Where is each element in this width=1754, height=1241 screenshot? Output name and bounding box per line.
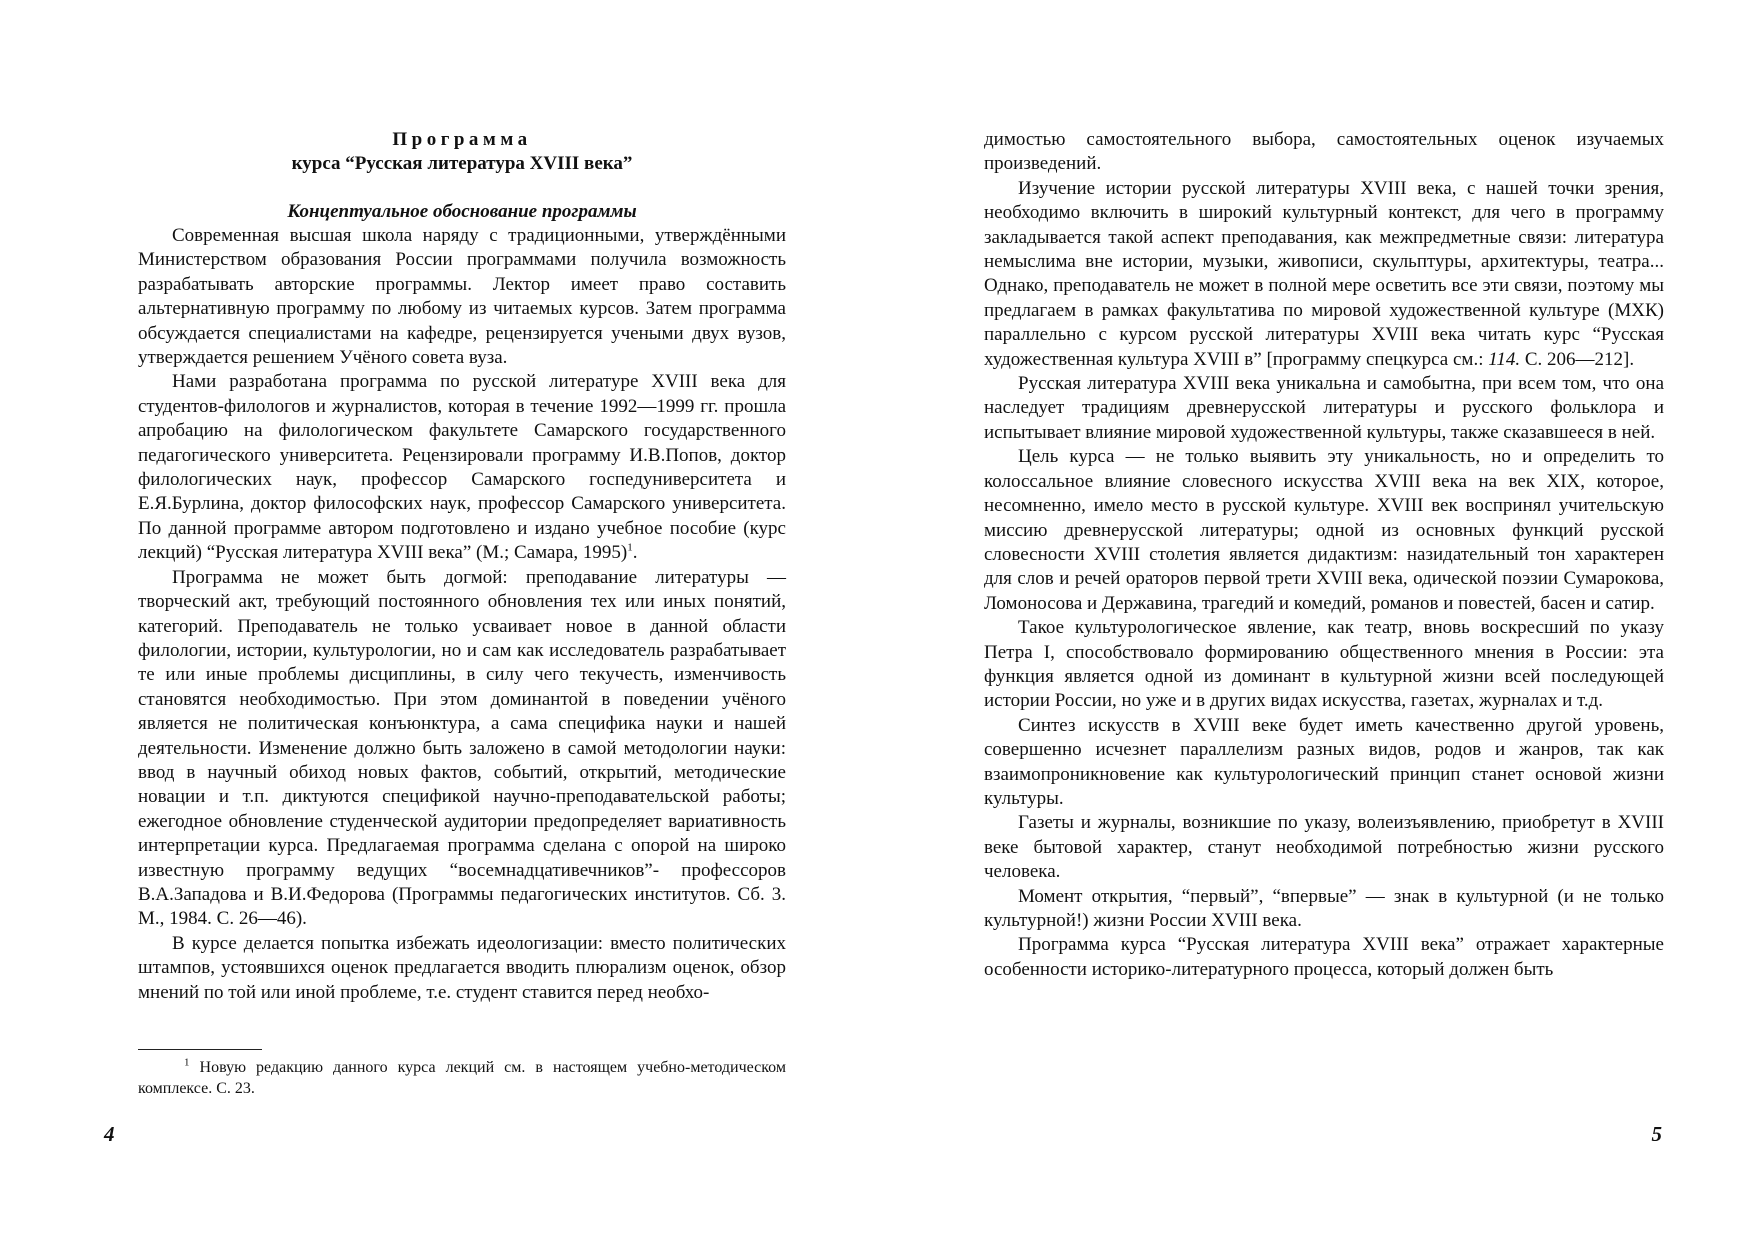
paragraph: Момент открытия, “первый”, “впервые” — знак в культурной (и не только культурной!) жизни России XVIII века. [984, 885, 1664, 931]
page-number: 4 [104, 1122, 115, 1146]
footnote-reference[interactable]: 1 [627, 541, 633, 554]
paragraph-end: С. 206—212]. [1524, 348, 1635, 370]
section-heading: Концептуальное обоснование программы [287, 201, 637, 222]
paragraph [984, 177, 1664, 372]
paragraph: Синтез искусств в XVIII веке будет иметь качественно другой уровень, совершенно исчезнет параллелизм разных видов, родов и жанров, так как взаимопроникновение как культурологический принцип станет основой жизни культуры. [984, 714, 1664, 809]
paragraph: Газеты и журналы, возникшие по указу, волеизъявлению, приобретут в XVIII веке бытовой характер, станут необходимой потребностью жизни русского человека. [984, 812, 1664, 883]
footnote-marker: 1 [184, 1056, 190, 1069]
course-subtitle: курса “Русская литература XVIII века” [291, 153, 633, 175]
footnote [138, 1057, 786, 1099]
footnote-text: Новую редакцию данного курса лекций см. в настоящем учебно-методическом комплексе. С. 23. [138, 1059, 786, 1097]
paragraph: Программа курса “Русская литература XVIII века” отражает характерные особенности историко-литературного процесса, который должен быть [984, 934, 1664, 980]
page-title: Программа [392, 129, 532, 150]
paragraph: Программа не может быть догмой: преподавание литературы — творческий акт, требующий постоянного обновления тех или иных понятий, категорий. Преподаватель не только усваивает новое в данной области филологии, истории, культурологии, но и сам как исследователь разрабатывает те или иные проблемы дисциплины, в силу чего текучесть, изменчивость становятся необходимостью. При этом доминантой в поведении учёного является не политическая конъюнктура, а сама специфика науки и нашей деятельности. Изменение должно быть заложено в самой методологии науки: ввод в научный обиход новых фактов, событий, открытий, методические новации и т.п. диктуются спецификой научно-преподавательской работы; ежегодное обновление студенческой аудитории предопределяет вариативность интерпретации курса. Предлагаемая программа сделана с опорой на широко известную программу ведущих “восемнадцативечников”- профессоров В.А.Западова и В.И.Федорова (Программы педагогических институтов. Сб. 3. М., 1984. С. 26—46). [138, 566, 786, 930]
left-body-text [138, 224, 786, 1005]
reference-number: 114. [1488, 348, 1521, 370]
paragraph: Такое культурологическое явление, как театр, вновь воскресший по указу Петра I, способствовало формированию общественного мнения в России: эта функция является одной из доминант в культурной жизни всей последующей истории России, но уже и в других видах искусства, газетах, журналах и т.д. [984, 617, 1664, 712]
paragraph-end: . [632, 542, 638, 564]
paragraph: Русская литература XVIII века уникальна и самобытна, при всем том, что она наследует традициям древнерусской литературы и русского фольклора и испытывает влияние мировой художественной культуры, также сказавшееся в ней. [984, 373, 1664, 443]
paragraph-continued: димостью самостоятельного выбора, самостоятельных оценок изучаемых произведений. [984, 129, 1664, 175]
footnote-divider [138, 1049, 262, 1050]
paragraph-text: Нами разработана программа по русской литературе XVIII века для студентов-филологов и журналистов, которая в течение 1992—1999 гг. прошла апробацию на филологическом факультете Самарского государственного педагогического университета. Рецензировали программу И.В.Попов, доктор филологических наук, профессор Самарского госпедуниверситета и Е.Я.Бурлина, доктор философских наук, профессор Самарского университета. По данной программе автором подготовлено и издано учебное пособие (курс лекций) “Русская литература XVIII века” (М.; Самара, 1995) [138, 371, 786, 564]
paragraph-text: Изучение истории русской литературы XVIII века, с нашей точки зрения, необходимо включить в широкий культурный контекст, для чего в программу закладывается такой аспект преподавания, как межпредметные связи: литература немыслима вне истории, музыки, живописи, скульптуры, архитектуры, театра... Однако, преподаватель не может в полной мере осветить все эти связи, поэтому мы предлагаем в рамках факультатива по мировой художественной культуре (МХК) параллельно с курсом русской литературы XVIII века читать курс “Русская художественная культура XVIII в” [программу спецкурса см.: [984, 177, 1664, 370]
paragraph: В курсе делается попытка избежать идеологизации: вместо политических штампов, устоявшихся оценок предлагается вводить плюрализм оценок, обзор мнений по той или иной проблеме, т.е. студент ставится перед необхо- [138, 932, 786, 1003]
paragraph [138, 370, 786, 565]
paragraph: Современная высшая школа наряду с традиционными, утверждёнными Министерством образования России программами получила возможность разрабатывать авторские программы. Лектор имеет право составить альтернативную программу по любому из читаемых курсов. Затем программа обсуждается специалистами на кафедре, рецензируется учеными двух вузов, утверждается решением Учёного совета вуза. [138, 225, 786, 369]
page-number: 5 [1651, 1122, 1662, 1146]
right-body-text [984, 128, 1664, 982]
program-title-block [138, 128, 786, 177]
paragraph: Цель курса — не только выявить эту уникальность, но и определить то колоссальное влияние словесного искусства XVIII века на век XIX, которое, несомненно, имело место в русской культуре. XVIII век воспринял учительскую миссию древнерусской литературы; одной из основных функций русской словесности XVIII столетия является дидактизм: назидательный тон характерен для слов и речей ораторов первой трети XVIII века, одической поэзии Сумарокова, Ломоносова и Державина, трагедий и комедий, романов и повестей, басен и сатир. [984, 446, 1664, 614]
